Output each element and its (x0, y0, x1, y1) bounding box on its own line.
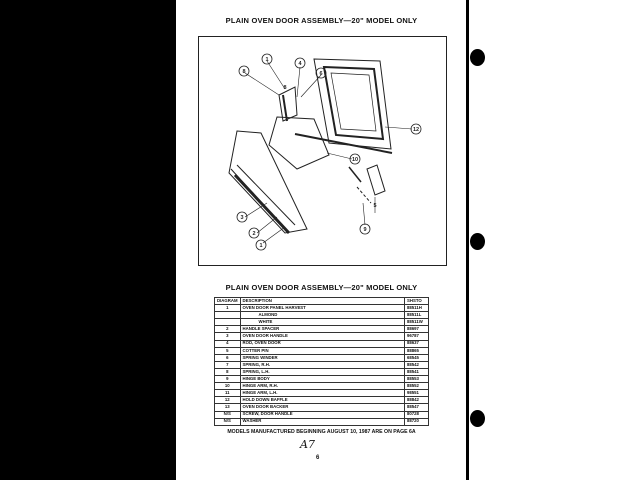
cell-description: SPRING, L.H. (240, 368, 404, 375)
cell-description: ROD, OVEN DOOR (240, 340, 404, 347)
callout-2-label: 2 (252, 231, 256, 237)
cell-diagram: 13 (215, 404, 241, 411)
cell-diagram (215, 312, 241, 319)
table-row (215, 376, 429, 383)
cell-diagram: N/S (215, 411, 241, 418)
cell-diagram: 2 (215, 326, 241, 333)
cell-part-number: 88547 (405, 404, 429, 411)
cell-part-number: 88637 (405, 340, 429, 347)
hold-down-baffle-shape (269, 117, 329, 169)
cell-part-number: 88541 (405, 368, 429, 375)
cell-description: OVEN DOOR BACKER (240, 404, 404, 411)
cell-part-number: 80728 (405, 411, 429, 418)
header-part-number: SHSTO (405, 298, 429, 305)
cell-description: ALMOND (240, 312, 404, 319)
document-page (178, 2, 465, 478)
table-row (215, 368, 429, 375)
table-row (215, 347, 429, 354)
callout-3-label: 3 (240, 215, 244, 221)
table-row (215, 404, 429, 411)
exploded-diagram-frame (198, 36, 447, 266)
cell-part-number: 88553 (405, 376, 429, 383)
cell-diagram: 8 (215, 368, 241, 375)
cell-diagram (215, 319, 241, 326)
cell-description: HANDLE SPACER (240, 326, 404, 333)
parts-table (214, 297, 429, 426)
cell-description: HOLD DOWN BAFFLE (240, 397, 404, 404)
cell-part-number: 98551 (405, 390, 429, 397)
page-number: 6 (316, 455, 320, 461)
parts-table-wrap (214, 297, 429, 426)
callout-4-label: 4 (298, 61, 302, 67)
scan-border-right (466, 0, 469, 480)
exploded-diagram (199, 37, 446, 265)
callout-10-label: 9 (363, 227, 367, 233)
callout-9-label: 8 (242, 69, 246, 75)
parts-table-header (215, 298, 429, 305)
cell-description: WASHER (240, 418, 404, 425)
hinge-body-shape (367, 165, 385, 195)
cell-part-number: 88842 (405, 397, 429, 404)
table-row (215, 418, 429, 425)
table-row (215, 397, 429, 404)
cell-description: SPRING WINDER (240, 354, 404, 361)
cell-description: WHITE (240, 319, 404, 326)
cell-part-number: 88542 (405, 361, 429, 368)
door-rod-shape (295, 134, 392, 153)
callout-12-label: 10 (351, 157, 359, 163)
table-row (215, 390, 429, 397)
cell-diagram: 12 (215, 397, 241, 404)
binder-hole-top (470, 49, 485, 66)
cell-description: SCREW, DOOR HANDLE (240, 411, 404, 418)
cell-description: OVEN DOOR HANDLE (240, 333, 404, 340)
table-row (215, 305, 429, 312)
cell-part-number: 88511H (405, 305, 429, 312)
cell-part-number: 96787 (405, 333, 429, 340)
cell-diagram: 9 (215, 376, 241, 383)
cell-diagram: 4 (215, 340, 241, 347)
callout-5-label: 5 (373, 203, 377, 209)
callout-8-label: 8 (283, 85, 287, 91)
footer-note: MODELS MANUFACTURED BEGINNING AUGUST 10, 1987 ARE ON PAGE 6A (227, 429, 416, 435)
binder-hole-middle (470, 233, 485, 250)
cell-part-number: 88865 (405, 347, 429, 354)
binder-hole-bottom (470, 410, 485, 427)
page-title: PLAIN OVEN DOOR ASSEMBLY—20" MODEL ONLY (225, 16, 418, 25)
scan-border-left (0, 0, 176, 480)
cell-diagram: 11 (215, 390, 241, 397)
table-row (215, 326, 429, 333)
cell-diagram: 6 (215, 354, 241, 361)
table-row (215, 340, 429, 347)
cell-part-number: 88511L (405, 312, 429, 319)
cell-diagram: 1 (215, 305, 241, 312)
cell-part-number: 88720 (405, 418, 429, 425)
spring-winder-shape (279, 87, 297, 121)
door-handle-shape (235, 175, 289, 233)
callout-6-label: 6 (319, 71, 323, 77)
table-row (215, 333, 429, 340)
header-description: DESCRIPTION (240, 298, 404, 305)
cell-diagram: 3 (215, 333, 241, 340)
callout-1b-label: 1 (259, 243, 263, 249)
cell-description: COTTER PIN (240, 347, 404, 354)
cell-diagram: 5 (215, 347, 241, 354)
cell-description: SPRING, R.H. (240, 361, 404, 368)
table-row (215, 354, 429, 361)
table-row (215, 361, 429, 368)
table-row (215, 312, 429, 319)
cell-description: HINGE BODY (240, 376, 404, 383)
cell-part-number: 88511W (405, 319, 429, 326)
backer-inner-shape (331, 73, 376, 131)
cell-description: HINGE ARM, L.H. (240, 390, 404, 397)
cell-part-number: 68545 (405, 354, 429, 361)
parts-table-body (215, 305, 429, 426)
cell-description: HINGE ARM, R.H. (240, 383, 404, 390)
cell-diagram: 7 (215, 361, 241, 368)
header-diagram: DIAGRAM (215, 298, 241, 305)
table-row (215, 411, 429, 418)
cell-part-number: 88697 (405, 326, 429, 333)
handwritten-mark: A7 (300, 438, 315, 451)
cell-part-number: 88552 (405, 383, 429, 390)
cell-diagram: N/S (215, 418, 241, 425)
cell-description: OVEN DOOR PANEL HARVEST (240, 305, 404, 312)
backer-window-shape (324, 67, 383, 139)
callout-1-label: 1 (265, 57, 269, 63)
callout-13-label: 12 (412, 127, 420, 133)
table-row (215, 319, 429, 326)
cell-diagram: 10 (215, 383, 241, 390)
table-row (215, 383, 429, 390)
section-title: PLAIN OVEN DOOR ASSEMBLY—20" MODEL ONLY (225, 283, 418, 292)
